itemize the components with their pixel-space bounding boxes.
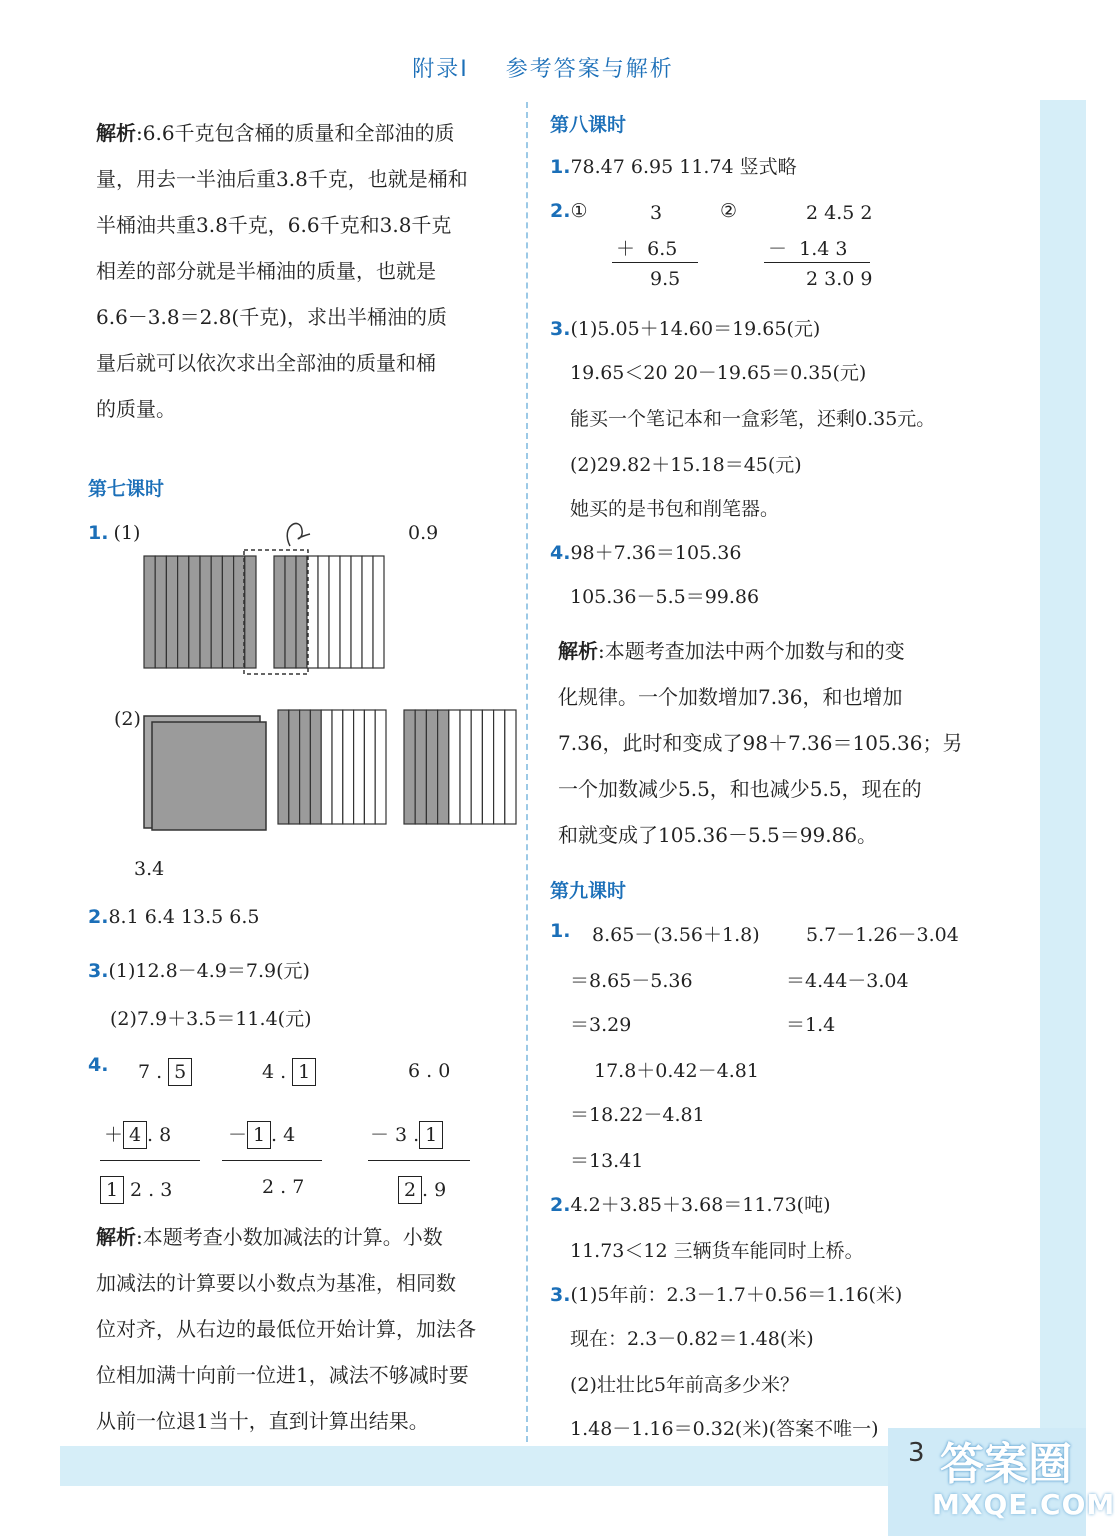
analysis-line: 化规律。一个加数增加7.36，和也增加 <box>558 685 903 709</box>
fig1-square-b-strip <box>274 556 285 668</box>
fig2-square-d-strip <box>482 710 493 824</box>
analysis-line: 加减法的计算要以小数点为基准，相同数 <box>96 1271 456 1295</box>
lesson7-q3-b: (2)7.9＋3.5＝11.4(元) <box>110 1008 312 1030</box>
q4-p3-row2: － 3 . 1 <box>370 1120 443 1149</box>
q4-p1-row1: 7 . 5 <box>138 1058 192 1086</box>
q2-p1-a: 3 <box>650 202 663 224</box>
q3-line: 现在：2.3－0.82＝1.48(米) <box>570 1328 814 1350</box>
q4-p2-row2: － 1 . 4 <box>228 1120 295 1149</box>
q4-p1-row3: 1 2 . 3 <box>100 1176 172 1204</box>
fig2-square-c-strip <box>354 710 365 824</box>
q4-p2-row1: 4 . 1 <box>262 1058 316 1086</box>
fig2-square-d-strip <box>494 710 505 824</box>
q4-p1-line <box>100 1160 200 1161</box>
fig1-square-b-strip <box>296 556 307 668</box>
lesson7-q2: 2.8.1 6.4 13.5 6.5 <box>88 906 260 928</box>
page-number: 3 <box>908 1438 925 1468</box>
q3-line: 1.48－1.16＝0.32(米)(答案不唯一) <box>570 1418 879 1440</box>
fig2-square-c-strip <box>343 710 354 824</box>
watermark-logo: 答案圈 <box>940 1439 1072 1490</box>
q2-p1-r: 9.5 <box>650 268 681 290</box>
fig1-square-a-strip <box>200 556 211 668</box>
fig1-loop-mark <box>287 523 310 546</box>
q3-line: (2)29.82＋15.18＝45(元) <box>570 454 802 476</box>
side-decoration-bar <box>1040 100 1086 1490</box>
fig1-square-b-strip <box>329 556 340 668</box>
q4-p3-row3: 2 . 9 <box>398 1176 446 1204</box>
fig2-square-d-strip <box>505 710 516 824</box>
fig1-square-a-strip <box>234 556 245 668</box>
q1-part2: (2) <box>114 708 141 730</box>
fig2-square-c-strip <box>289 710 300 824</box>
fig1-square-b-strip <box>362 556 373 668</box>
analysis-line: 位对齐，从右边的最低位开始计算，加法各 <box>96 1317 476 1341</box>
analysis-line: 量，用去一半油后重3.8千克，也就是桶和 <box>96 167 468 191</box>
watermark-url: MXQE.COM <box>932 1488 1115 1521</box>
q2-p2-a: 2 4.5 2 <box>806 202 873 224</box>
analysis-line: 量后就可以依次求出全部油的质量和桶 <box>96 351 436 375</box>
q2-p2-b: － 1.4 3 <box>768 238 848 260</box>
lesson8-q2: 2.① <box>550 200 588 222</box>
header-appendix: 附录Ⅰ <box>412 57 469 82</box>
fig1-square-a-strip <box>189 556 200 668</box>
q2-p2-line <box>764 262 870 263</box>
analysis-label: 解析 <box>96 121 136 145</box>
q1-figure-1 <box>140 516 400 680</box>
lesson9-q3: 3.(1)5年前：2.3－1.7＋0.56＝1.16(米) <box>550 1284 903 1306</box>
analysis-line: 和就变成了105.36－5.5＝99.86。 <box>558 823 878 847</box>
lesson8-title: 第八课时 <box>550 114 627 136</box>
analysis-line: 一个加数减少5.5，和也减少5.5，现在的 <box>558 777 922 801</box>
q4-p3-row1: 6 . 0 <box>408 1060 451 1082</box>
analysis-block-3 <box>558 628 963 858</box>
analysis-line: 从前一位退1当十，直到计算出结果。 <box>96 1409 429 1433</box>
fig1-square-b-strip <box>340 556 351 668</box>
analysis-block-1 <box>96 110 468 432</box>
analysis-line: 相差的部分就是半桶油的质量，也就是 <box>96 259 436 283</box>
q2-p2-r: 2 3.0 9 <box>806 268 873 290</box>
fig2-square-d-strip <box>415 710 426 824</box>
lesson7-q3: 3.(1)12.8－4.9＝7.9(元) <box>88 960 310 982</box>
fig1-square-a-strip <box>144 556 155 668</box>
fig2-square-d-strip <box>471 710 482 824</box>
lesson9-q2: 2.4.2＋3.85＋3.68＝11.73(吨) <box>550 1194 831 1216</box>
fig2-square-c-strip <box>310 710 321 824</box>
analysis-line: 的质量。 <box>96 397 176 421</box>
header-title: 参考答案与解析 <box>505 57 674 82</box>
fig2-square-c-strip <box>364 710 375 824</box>
fig1-square-b-strip <box>285 556 296 668</box>
fig2-square-c-strip <box>375 710 386 824</box>
q1-figure-2 <box>140 700 530 834</box>
analysis-line: 解析:6.6千克包含桶的质量和全部油的质 <box>96 121 455 145</box>
fig1-square-a-strip <box>245 556 256 668</box>
page-header <box>0 52 1086 83</box>
fig1-square-b-strip <box>318 556 329 668</box>
q3-line: 19.65＜20 20－19.65＝0.35(元) <box>570 362 867 384</box>
q3-line: 能买一个笔记本和一盒彩笔，还剩0.35元。 <box>570 408 936 430</box>
q1-calc3-line: ＝18.22－4.81 <box>570 1104 705 1126</box>
fig2-square-c-strip <box>332 710 343 824</box>
lesson8-q3: 3.(1)5.05＋14.60＝19.65(元) <box>550 318 821 340</box>
q1-calc1-line: 8.65－(3.56＋1.8) <box>592 924 760 946</box>
q1-calc3-line: 17.8＋0.42－4.81 <box>594 1060 759 1082</box>
fig2-square-d-strip <box>449 710 460 824</box>
fig1-square-b-strip <box>373 556 384 668</box>
fig2-square-c-strip <box>278 710 289 824</box>
q4-p3-line <box>368 1160 470 1161</box>
q1-calc2-line: ＝4.44－3.04 <box>786 970 909 992</box>
q1-answer-2: 3.4 <box>134 858 165 880</box>
analysis-line: 解析:本题考查加法中两个加数与和的变 <box>558 639 905 663</box>
fig2-square-d-strip <box>404 710 415 824</box>
analysis-line: 位相加满十向前一位进1，减法不够减时要 <box>96 1363 469 1387</box>
analysis-line: 7.36，此时和变成了98＋7.36＝105.36；另 <box>558 731 963 755</box>
fig1-square-a-strip <box>166 556 177 668</box>
lesson8-q1: 1.78.47 6.95 11.74 竖式略 <box>550 156 797 178</box>
q3-line: (2)壮壮比5年前高多少米？ <box>570 1374 800 1396</box>
q1-calc2-line: ＝1.4 <box>786 1014 836 1036</box>
fig1-square-a-strip <box>211 556 222 668</box>
fig2-square-c-strip <box>321 710 332 824</box>
fig2-square-d-strip <box>426 710 437 824</box>
q2-marker-2: ② <box>720 200 738 222</box>
fig2-square-d-strip <box>438 710 449 824</box>
analysis-line: 解析:本题考查小数加减法的计算。小数 <box>96 1225 443 1249</box>
fig1-square-a-strip <box>155 556 166 668</box>
q3-line: 她买的是书包和削笔器。 <box>570 498 780 520</box>
q4-p2-row3: 2 . 7 <box>262 1176 305 1198</box>
analysis-line: 6.6－3.8＝2.8(千克)，求出半桶油的质 <box>96 305 448 329</box>
lesson7-q4-number: 4. <box>88 1054 109 1076</box>
lesson7-title: 第七课时 <box>88 478 165 500</box>
fig1-square-a-strip <box>222 556 233 668</box>
fig1-square-a-strip <box>178 556 189 668</box>
q1-calc1-line: ＝3.29 <box>570 1014 632 1036</box>
lesson8-q4: 4.98＋7.36＝105.36 <box>550 542 742 564</box>
analysis-line: 半桶油共重3.8千克，6.6千克和3.8千克 <box>96 213 452 237</box>
q2-line: 11.73＜12 三辆货车能同时上桥。 <box>570 1240 864 1262</box>
q4-p1-row2: ＋ 4 . 8 <box>104 1120 171 1149</box>
q2-p1-line <box>612 262 698 263</box>
lesson9-q1-number: 1. <box>550 920 571 942</box>
q4-line: 105.36－5.5＝99.86 <box>570 586 760 608</box>
analysis-block-2 <box>96 1214 476 1444</box>
fig2-square-front <box>152 722 266 830</box>
lesson9-title: 第九课时 <box>550 880 627 902</box>
fig2-square-d-strip <box>460 710 471 824</box>
q1-calc3-line: ＝13.41 <box>570 1150 644 1172</box>
q2-p1-b: ＋ 6.5 <box>616 238 678 260</box>
question-number: 1. <box>88 522 109 544</box>
q1-calc2-line: 5.7－1.26－3.04 <box>806 924 959 946</box>
fig2-square-c-strip <box>300 710 311 824</box>
fig1-square-b-strip <box>351 556 362 668</box>
lesson7-q1: 1. (1) <box>88 522 141 544</box>
q1-calc1-line: ＝8.65－5.36 <box>570 970 693 992</box>
q1-answer-1: 0.9 <box>408 522 439 544</box>
q4-p2-line <box>222 1160 322 1161</box>
